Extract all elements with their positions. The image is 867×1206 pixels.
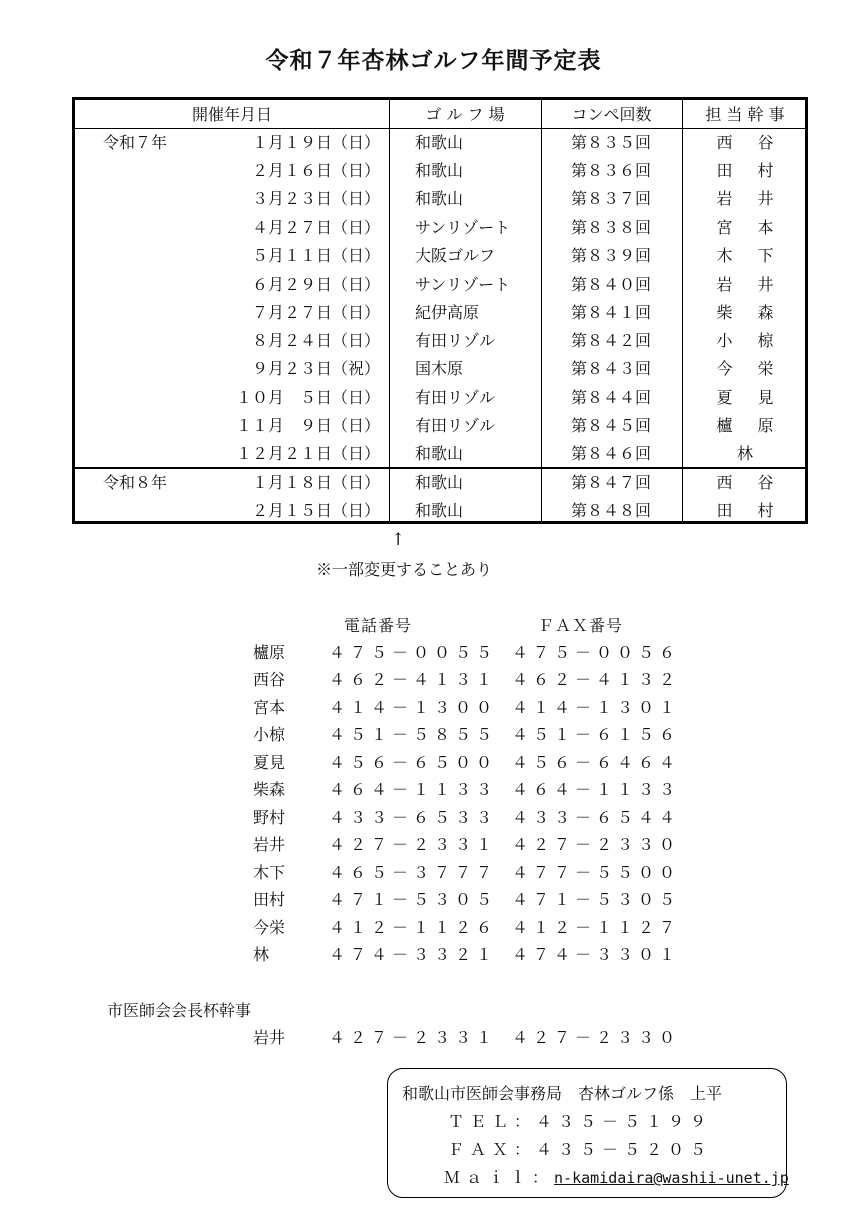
contact-tel: ４５１－５８５５ (329, 725, 498, 744)
contact-name: 岩井 (253, 835, 286, 854)
phone-row (0, 667, 867, 691)
organizer-name: 夏 見 (716, 388, 784, 407)
competition-number: 第８４７回 (570, 473, 651, 492)
organizer-name: 今 栄 (716, 359, 784, 378)
contact-name: 木下 (253, 863, 286, 882)
mail-label: Ｍａｉｌ： (444, 1168, 555, 1187)
year-divider (75, 467, 805, 469)
golf-course: 和歌山 (415, 161, 464, 180)
contact-fax: ４５１－６１５６ (512, 725, 681, 744)
phone-row (0, 942, 867, 966)
office-contact-box (387, 1068, 787, 1198)
competition-number: 第８４５回 (570, 416, 651, 435)
contact-fax: ４２７－２３３０ (512, 1028, 681, 1047)
contact-name: 今栄 (253, 918, 286, 937)
phone-row (0, 887, 867, 911)
golf-course: 和歌山 (415, 501, 464, 520)
event-date: ２月１６日（日） (251, 161, 380, 180)
era-label: 令和７年 (103, 133, 168, 152)
golf-course: 紀伊高原 (415, 303, 480, 322)
page-title: 令和７年杏林ゴルフ年間予定表 (265, 48, 602, 74)
contact-tel: ４３３－６５３３ (329, 808, 498, 827)
contact-tel: ４６５－３７７７ (329, 863, 498, 882)
competition-number: 第８４１回 (570, 303, 651, 322)
tel-label: ＴＥＬ： (448, 1112, 537, 1131)
competition-number: 第８４８回 (570, 501, 651, 520)
contact-fax: ４１２－１１２７ (512, 918, 681, 937)
event-date: １月１９日（日） (251, 133, 380, 152)
golf-course: 有田リゾル (415, 416, 496, 435)
phone-row (0, 832, 867, 856)
contact-fax: ４６４－１１３３ (512, 780, 681, 799)
office-mail-line (444, 1165, 789, 1188)
organizer-name: 岩 井 (716, 275, 784, 294)
contact-name: 夏見 (253, 753, 286, 772)
contact-fax: ４１４－１３０１ (512, 698, 681, 717)
cup-contact-row (0, 1025, 867, 1049)
office-tel-line (448, 1109, 712, 1132)
phone-row (0, 860, 867, 884)
event-date: ９月２３日（祝） (251, 359, 380, 378)
tel-column-header: 電話番号 (344, 616, 413, 635)
golf-course: 大阪ゴルフ (415, 246, 496, 265)
event-date: ８月２４日（日） (251, 331, 380, 350)
competition-number: 第８４４回 (570, 388, 651, 407)
competition-number: 第８３６回 (570, 161, 651, 180)
contact-fax: ４７１－５３０５ (512, 890, 681, 909)
organizer-name: 小 椋 (716, 331, 784, 350)
header-divider (75, 128, 805, 129)
header-course: ゴ ル フ 場 (425, 105, 505, 124)
contact-fax: ４５６－６４６４ (512, 753, 681, 772)
phone-row (0, 805, 867, 829)
phone-row (0, 777, 867, 801)
organizer-name: 岩 井 (716, 189, 784, 208)
golf-course: 国木原 (415, 359, 464, 378)
contact-name: 林 (253, 945, 270, 964)
competition-number: 第８４３回 (570, 359, 651, 378)
event-date: １０月 ５日（日） (235, 388, 380, 407)
competition-number: 第８３５回 (570, 133, 651, 152)
change-note: ※一部変更することあり (316, 560, 493, 579)
phone-row (0, 750, 867, 774)
column-divider (389, 100, 390, 521)
contact-tel: ４６４－１１３３ (329, 780, 498, 799)
fax-column-header: ＦＡＸ番号 (538, 616, 624, 635)
contact-fax: ４７５－００５６ (512, 643, 681, 662)
office-name: 和歌山市医師会事務局 杏林ゴルフ係 上平 (402, 1084, 723, 1103)
event-date: １２月２１日（日） (235, 444, 380, 463)
phone-row (0, 722, 867, 746)
contact-tel: ４７５－００５５ (329, 643, 498, 662)
organizer-name: 木 下 (716, 246, 784, 265)
contact-fax: ４７４－３３０１ (512, 945, 681, 964)
contact-name: 柴森 (253, 780, 286, 799)
organizer-name: 田 村 (716, 161, 784, 180)
golf-course: 和歌山 (415, 444, 464, 463)
organizer-name: 西 谷 (716, 473, 784, 492)
contact-name: 野村 (253, 808, 286, 827)
competition-number: 第８４６回 (570, 444, 651, 463)
email-link[interactable]: n-kamidaira@washii-unet.jp (554, 1169, 789, 1187)
phone-row (0, 640, 867, 664)
contact-tel: ４５６－６５００ (329, 753, 498, 772)
contact-name: 西谷 (253, 670, 286, 689)
office-tel: ４３５－５１９９ (536, 1112, 713, 1131)
organizer-name: 田 村 (716, 501, 784, 520)
competition-number: 第８４２回 (570, 331, 651, 350)
event-date: １１月 ９日（日） (235, 416, 380, 435)
event-date: ２月１５日（日） (251, 501, 380, 520)
contact-tel: ４７４－３３２１ (329, 945, 498, 964)
contact-name: 宮本 (253, 698, 286, 717)
contact-fax: ４３３－６５４４ (512, 808, 681, 827)
office-fax: ４３５－５２０５ (536, 1140, 713, 1159)
event-date: ５月１１日（日） (251, 246, 380, 265)
organizer-name: 西 谷 (716, 133, 784, 152)
event-date: １月１８日（日） (251, 473, 380, 492)
contact-name: 岩井 (253, 1028, 286, 1047)
competition-number: 第８３９回 (570, 246, 651, 265)
schedule-table (72, 97, 808, 524)
organizer-name: 宮 本 (716, 218, 784, 237)
contact-tel: ４１４－１３００ (329, 698, 498, 717)
contact-fax: ４７７－５５００ (512, 863, 681, 882)
phone-row (0, 915, 867, 939)
organizer-name: 櫨 原 (716, 416, 784, 435)
event-date: ４月２７日（日） (251, 218, 380, 237)
phone-row (0, 695, 867, 719)
organizer-name: 柴 森 (716, 303, 784, 322)
golf-course: 和歌山 (415, 133, 464, 152)
competition-number: 第８３８回 (570, 218, 651, 237)
contact-tel: ４２７－２３３１ (329, 1028, 498, 1047)
event-date: ３月２３日（日） (251, 189, 380, 208)
organizer-name: 林 (736, 444, 763, 463)
era-label: 令和８年 (103, 473, 168, 492)
golf-course: 有田リゾル (415, 388, 496, 407)
event-date: ６月２９日（日） (251, 275, 380, 294)
golf-course: 有田リゾル (415, 331, 496, 350)
header-leader: 担 当 幹 事 (705, 105, 785, 124)
competition-number: 第８４０回 (570, 275, 651, 294)
contact-name: 田村 (253, 890, 286, 909)
golf-course: 和歌山 (415, 189, 464, 208)
contact-fax: ４２７－２３３０ (512, 835, 681, 854)
arrow-up-icon: ↑ (391, 530, 406, 550)
contact-name: 小椋 (253, 725, 286, 744)
event-date: ７月２７日（日） (251, 303, 380, 322)
contact-fax: ４６２－４１３２ (512, 670, 681, 689)
contact-tel: ４６２－４１３１ (329, 670, 498, 689)
contact-tel: ４１２－１１２６ (329, 918, 498, 937)
competition-number: 第８３７回 (570, 189, 651, 208)
contact-tel: ４２７－２３３１ (329, 835, 498, 854)
header-date: 開催年月日 (191, 105, 272, 124)
golf-course: サンリゾート (415, 218, 511, 237)
contact-name: 櫨原 (253, 643, 286, 662)
golf-course: サンリゾート (415, 275, 511, 294)
fax-label: ＦＡＸ： (448, 1140, 537, 1159)
contact-tel: ４７１－５３０５ (329, 890, 498, 909)
cup-section-title: 市医師会会長杯幹事 (107, 1001, 252, 1020)
header-competition: コンペ回数 (571, 105, 652, 124)
office-fax-line (448, 1137, 712, 1160)
golf-course: 和歌山 (415, 473, 464, 492)
